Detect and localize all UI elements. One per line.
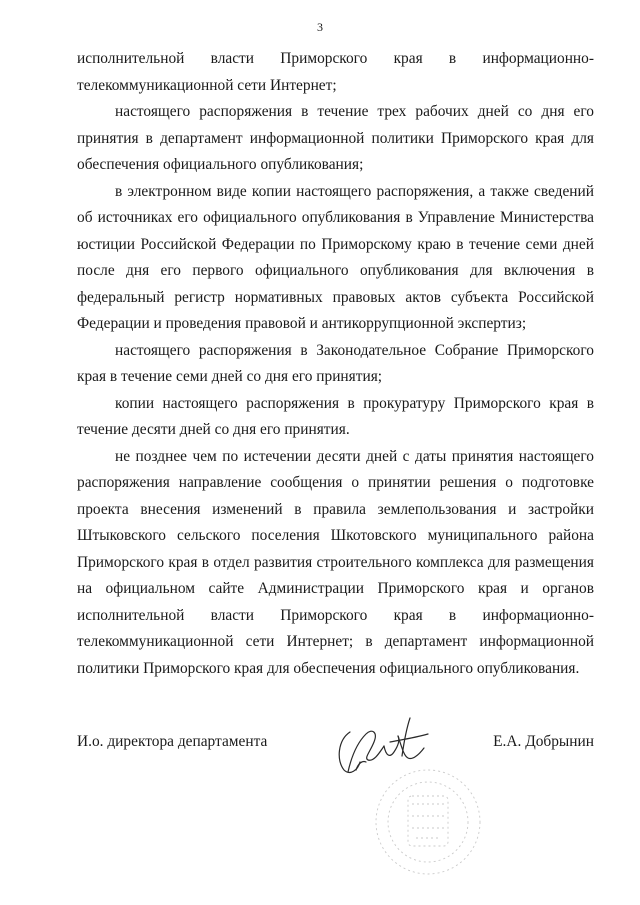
page-number: 3: [317, 20, 323, 34]
official-seal: [360, 760, 490, 880]
paragraph-2: настоящего распоряжения в течение трех рабочих дней со дня его принятия в департамент информационной политики Приморского края для обеспечения официального опубликования;: [77, 103, 594, 173]
paragraph-3: в электронном виде копии настоящего распоряжения, а также сведений об источниках его официального опубликования в Управление Министерства юстиции Российской Федерации по Приморскому краю в течение семи дней после дня его первого официального опубликования для включения в федеральный регистр нормативных правовых актов субъекта Российской Федерации и проведения правовой и антикоррупционной экспертиз;: [77, 182, 594, 332]
paragraph-6: не позднее чем по истечении десяти дней с даты принятия настоящего распоряжения направление сообщения о принятии решения о подготовке проекта внесения изменений в правила землепользования и застройки Штыковского сельского поселения Шкотовского муниципального района Приморского края в отдел развития строительного комплекса для размещения на официальном сайте Администрации Приморского края и органов исполнительной власти Приморского края в информационно-телекоммуникационной сети Интернет; в департамент информационной политики Приморского края для обеспечения официального опубликования.: [77, 447, 594, 677]
signer-title: И.о. директора департамента: [77, 733, 268, 750]
signer-name: Е.А. Добрынин: [493, 733, 594, 750]
document-body: [77, 46, 594, 682]
paragraph-1: исполнительной власти Приморского края в информационно-телекоммуникационной сети Интернет;: [77, 50, 594, 94]
paragraph-4: настоящего распоряжения в Законодательное Собрание Приморского края в течение семи дней со дня его принятия;: [77, 341, 594, 385]
paragraph-5: копии настоящего распоряжения в прокуратуру Приморского края в течение десяти дней со дня его принятия.: [77, 394, 594, 438]
